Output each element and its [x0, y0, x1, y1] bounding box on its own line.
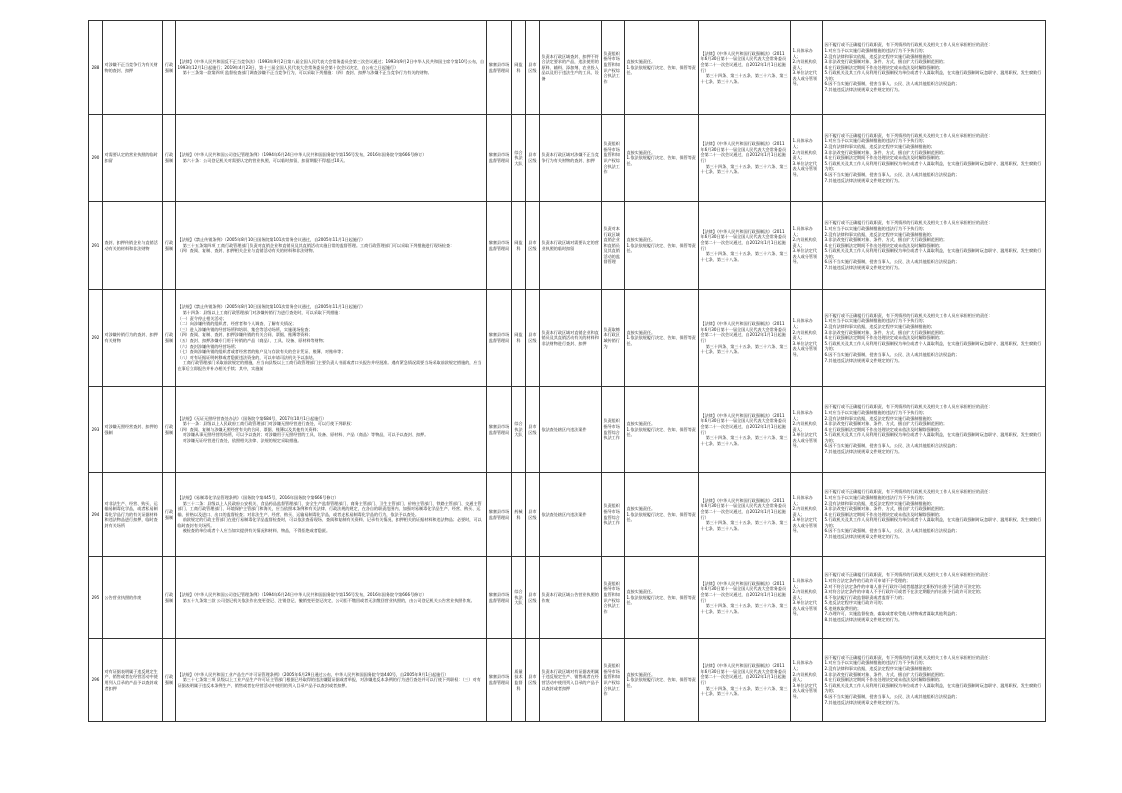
power-item-name-cell: 对涉嫌传销行为的查封、扣押有关财物 — [103, 290, 163, 387]
accountability-circumstances-cell: 因不履行或不正确履行行政职责，有下列情形的行政机关及相关工作人员应承担相应的责任： 1.对符合法定条件的行政许可申请不予受理的； 2.对不符合法定条件的申请人准予行政许可或者超越法定职权作出准予行政许可决定的； 3.对符合法定条件的申请人不予行政许可或者不在法定期限内作出准予行政许可决定的； 4.不依法履行行政监督职责或者监督不力的； 5.违反法定程序实施行政许可的； 6.违规收取费用的； 7.办理许可、实施监督检查，索取或者收受他人财物或者谋取其他利益的； 8.其他违反法律法规规章文件规定的行为。 — [823, 557, 1046, 639]
responsible-subjects-cell: 1.具体承办人； 2.内设机构负责人； 3.单位法定代表人或分管领导。 — [791, 202, 823, 290]
responsible-dept-cell: 网监科 — [512, 21, 526, 115]
implementing-org-cell: 黎寨县市场监督管理局 — [487, 639, 512, 722]
exercise-level-cell: 县市区级 — [526, 473, 540, 557]
exercise-scope-cell: 负责本行政区域对需要认定的营业执照的临时扣留 — [540, 202, 602, 290]
exercise-scope-cell: 依法查处辖区内违法案件 — [540, 473, 602, 557]
exercise-level-cell: 县市区级 — [526, 202, 540, 290]
accountability-circumstances-cell: 因不履行或不正确履行行政职责，有下列情形的行政机关及相关工作人员应承担相应的责任： 1.对应当予以实施行政强制措施的违法行为不予执行的； 2.没有法律和事实依据，违反法定程序实施行政强制措施的； 3.非法改变行政强制对象、条件、方式、擅自扩大行政强制范围的； 4.在行政强制法定期间不作出处理决定或未依法及时解除强制的； 5.行政机关及其工作人员利用行政强制权为单位或者个人谋取利益，在实施行政强制时玩忽职守、滥用职权、发生腐败行为的； 6.因不当实施行政强制，侵害当事人、公民、法人或其他组织合法权益的； 7.其他违反法律法规规章文件规定的行为。 — [823, 387, 1046, 473]
accountability-circumstances-cell: 因不履行或不正确履行行政职责，有下列情形的行政机关及相关工作人员应承担相应的责任： 1.对应当予以实施行政强制措施的违法行为不予执行的； 2.没有法律和事实依据，违反法定程序实施行政强制措施的； 3.非法改变行政强制对象、条件、方式、擅自扩大行政强制范围的； 4.在行政强制法定期间不作出处理决定或未依法及时解除强制的； 5.行政机关及其工作人员利用行政强制权为单位或者个人谋取利益，在实施行政强制时玩忽职守、滥用职权、发生腐败行为的； 6.因不当实施行政强制，侵害当事人、公民、法人或其他组织合法权益的； 7.其他违反法律法规规章文件规定的行为。 — [823, 639, 1046, 722]
exercise-level-cell: 县市区级 — [526, 290, 540, 387]
responsible-subjects-cell: 1.具体承办人； 2.内设机构负责人； 3.单位法定代表人或分管领导。 — [791, 387, 823, 473]
power-list-table — [88, 20, 1046, 722]
accountability-basis-cell: 【法律】《中华人民共和国行政强制法》（2011年6月30日第十一届全国人民代表大会常务委员会第二十一次会议通过，自2012年1月1日起施行） 第三十四条、第三十五条、第三十六条、第三十七条、第三十八条。 — [699, 202, 791, 290]
accountability-circumstances-cell: 因不履行或不正确履行行政职责，有下列情形的行政机关及相关工作人员应承担相应的责任： 1.对应当予以实施行政强制措施的违法行为不予执行的； 2.没有法律和事实依据，违反法定程序实施行政强制措施的； 3.非法改变行政强制对象、条件、方式、擅自扩大行政强制范围的； 4.在行政强制法定期间不作出处理决定或未依法及时解除强制的； 5.行政机关及其工作人员利用行政强制权为单位或者个人谋取利益，在实施行政强制时玩忽职守、滥用职权、发生腐败行为的； 6.因不当实施行政强制，侵害当事人、公民、法人或其他组织合法权益的； 7.其他违反法律法规规章文件规定的行为。 — [823, 21, 1046, 115]
responsible-dept-cell: 质量技术监督科 — [512, 639, 526, 722]
power-type-cell: 行政强制 — [163, 202, 176, 290]
responsible-dept-cell: 网监科 — [512, 290, 526, 387]
responsibility-items-cell: 直接实施责任。 1.依法依规履行决定、告知、保管等责任。 — [625, 202, 699, 290]
legal-basis-cell: 【法规】《中华人民共和国公司登记管理条例》（1994年6月24日中华人民共和国国务院令第156号发布，2016年国务院令第666号修订） 第五十九条第三款 公司登记机关依法作出变更登记、注销登记、撤销变更登记决定，公司拒不缴回或者无法缴回营业执照的，由公司登记机关公告营业执照作废。 — [176, 557, 487, 639]
power-item-name-cell: 对涉嫌不正当竞争行为有关财物的查封、扣押 — [103, 21, 163, 115]
dept-duty-cell: 负责组织指导市场监管和知识产权综合执法工作 — [602, 21, 625, 115]
table-row — [89, 387, 1046, 473]
responsible-dept-cell: 综合执法大队 — [512, 557, 526, 639]
responsible-dept-cell: 综合执法大队 — [512, 115, 526, 202]
exercise-level-cell: 县市区级 — [526, 21, 540, 115]
power-item-name-cell: 对非法生产、经营、购买、运输易制毒化学品，或者私易制毒化学品行为的有关证据材料和违法物品进行扣押，临时查封有关场所 — [103, 473, 163, 557]
accountability-basis-cell: 【法律】《中华人民共和国行政强制法》（2011年6月30日第十一届全国人民代表大会常务委员会第二十一次会议通过，自2012年1月1日起施行） 第三十四条、第三十五条、第三十六条、第三十七条、第三十八条。 — [699, 21, 791, 115]
power-type-cell: 行政强制 — [163, 115, 176, 202]
accountability-basis-cell: 【法律】《中华人民共和国行政强制法》（2011年6月30日第十一届全国人民代表大会常务委员会第二十一次会议通过，自2012年1月1日起施行） 第三十四条、第三十五条、第三十六条、第三十七条、第三十八条。 — [699, 557, 791, 639]
exercise-scope-cell: 负责本行政区域对有证据表明属于违反规定生产、销售或者在经营活动中使用列入目录的产品予以查封或者扣押 — [540, 639, 602, 722]
power-type-cell: 行政强制 — [163, 557, 176, 639]
responsibility-items-cell: 直接实施责任。 1.依法依规履行决定、告知、保管等责任。 — [625, 290, 699, 387]
table-row — [89, 557, 1046, 639]
power-item-name-cell: 查封、扣押传销企业与直销活动有关的材料和非法财物 — [103, 202, 163, 290]
legal-basis-cell: 【法规】《无证无照经营查处办法》（国务院令第684号，2017年10月1日起施行） 第十一条：县级以上人民政府工商行政管理部门对涉嫌无照经营进行查处，可以行使下列职权： （四）查阅、复制与涉嫌无照经营有关的合同、票据、账簿以及其他有关资料； 对涉嫌从事无照经营的场所，可以予以查封；对涉嫌用于无照经营的工具、设备、原材料、产品（商品）等物品，可以予以查封、扣押。 对涉嫌无证经营进行查处，依照相关法律、法规的规定采取措施。 — [176, 387, 487, 473]
legal-basis-cell: 【法规】《禁止传销条例》（2005年8月10日国务院第101次常务会议通过，自2005年11月1日起施行） 第十四条：县级以上工商行政管理部门对涉嫌传销行为进行查处时，可以采取下列措施： （一）责令停止相关活动； （二）向涉嫌传销的组织者、经营者和个人调查、了解有关情况； （三）进入涉嫌传销的经营场所和培训、集会等活动场所，实施现场检查； （四）查阅、复制、查封、扣押涉嫌传销的有关合同、票据、账簿等资料； （五）查封、扣押涉嫌专门用于传销的产品（商品）、工具、设备、原材料等财物； （六）查封涉嫌传销的经营场所； （七）查询涉嫌传销的组织者或者经营者的账户及与存款有关的会计凭证、账簿、对账单等； （八）对有证据证明转移或者隐匿违法资金的，可以申请司法机关予以冻结。 工商行政管理部门采取前款规定的措施，应当向县级以上工商行政管理部门主要负责人书面或者口头报告并经批准。遇有紧急情况需要当场采取前款规定措施的，应当在事后立即报告并补办相关手续；其中，实施前 — [176, 290, 487, 387]
power-type-cell: 行政强制 — [163, 387, 176, 473]
accountability-circumstances-cell: 因不履行或不正确履行行政职责，有下列情形的行政机关及相关工作人员应承担相应的责任： 1.对应当予以实施行政强制措施的违法行为不予执行的； 2.没有法律和事实依据，违反法定程序实施行政强制措施的； 3.非法改变行政强制对象、条件、方式、擅自扩大行政强制范围的； 4.在行政强制法定期间不作出处理决定或未依法及时解除强制的； 5.行政机关及其工作人员利用行政强制权为单位或者个人谋取利益，在实施行政强制时玩忽职守、滥用职权、发生腐败行为的； 6.因不当实施行政强制，侵害当事人、公民、法人或其他组织合法权益的； 7.其他违反法律法规规章文件规定的行为。 — [823, 115, 1046, 202]
accountability-circumstances-cell: 因不履行或不正确履行行政职责，有下列情形的行政机关及相关工作人员应承担相应的责任： 1.对应当予以实施行政强制措施的违法行为不予执行的； 2.没有法律和事实依据，违反法定程序实施行政强制措施的； 3.非法改变行政强制对象、条件、方式、擅自扩大行政强制范围的； 4.在行政强制法定期间不作出处理决定或未依法及时解除强制的； 5.行政机关及其工作人员利用行政强制权为单位或者个人谋取利益，在实施行政强制时玩忽职守、滥用职权、发生腐败行为的； 6.因不当实施行政强制，侵害当事人、公民、法人或其他组织合法权益的； 7.其他违反法律法规规章文件规定的行为。 — [823, 202, 1046, 290]
table-row — [89, 21, 1046, 115]
table-row — [89, 639, 1046, 722]
responsibility-items-cell: 直接实施责任。 1.依法依规履行决定、告知、保管等责任。 — [625, 115, 699, 202]
accountability-circumstances-cell: 因不履行或不正确履行行政职责，有下列情形的行政机关及相关工作人员应承担相应的责任： 1.对应当予以实施行政强制措施的违法行为不予执行的； 2.没有法律和事实依据，违反法定程序实施行政强制措施的； 3.非法改变行政强制对象、条件、方式、擅自扩大行政强制范围的； 4.在行政强制法定期间不作出处理决定或未依法及时解除强制的； 5.行政机关及其工作人员利用行政强制权为单位或者个人谋取利益，在实施行政强制时玩忽职守、滥用职权、发生腐败行为的； 6.因不当实施行政强制，侵害当事人、公民、法人或其他组织合法权益的； 7.其他违反法律法规规章文件规定的行为。 — [823, 473, 1046, 557]
legal-basis-cell: 【法规】《易制毒化学品管理条例》（国务院令第445号，2016年国务院令第666号修订） 第三十二条：县级以上人民政府公安机关、食品药品监督管理部门、安全生产监督管理部门、商务主管部门、卫生主管部门、价格主管部门、铁路主管部门、交通主管部门、工商行政管理部门、环境保护主管部门和海关，应当依照本条例和有关法律、行政法规的规定，在各自的职责范围内，加强对易制毒化学品生产、经营、购买、运输、价格以及进口、出口的监督检查；对非法生产、经营、购买、运输易制毒化学品，或者走私易制毒化学品的行为，依法予以查处。 前款规定的行政主管部门在进行易制毒化学品监督检查时，可以依法查看现场、查阅和复制有关资料、记录有关情况、扣押相关的证据材料和违法物品；必要时，可以临时查封有关场所。 被检查的单位或者个人应当如实提供有关情况和材料、物品，不得拒绝或者隐匿。 — [176, 473, 487, 557]
responsibility-items-cell: 直接实施责任。 1.依法依规履行决定、告知、保管等责任。 — [625, 387, 699, 473]
accountability-basis-cell: 【法律】《中华人民共和国行政强制法》（2011年6月30日第十一届全国人民代表大会常务委员会第二十一次会议通过，自2012年1月1日起施行） 第三十四条、第三十五条、第三十六条、第三十七条、第三十八条。 — [699, 290, 791, 387]
row-number-cell: 296 — [89, 639, 103, 722]
responsible-subjects-cell: 1.具体承办人； 2.内设机构负责人； 3.单位法定代表人或分管领导。 — [791, 473, 823, 557]
dept-duty-cell: 负责组织指导市场监管综合执法工作 — [602, 473, 625, 557]
power-item-name-cell: 对需要认定的营业执照的临时扣留 — [103, 115, 163, 202]
exercise-level-cell: 县市区级 — [526, 115, 540, 202]
table-row — [89, 473, 1046, 557]
dept-duty-cell: 负责组织指导市场监管和知识产权综合执法工作 — [602, 115, 625, 202]
responsibility-items-cell: 直接实施责任。 1.依法依规履行决定、告知、保管等责任。 — [625, 639, 699, 722]
dept-duty-cell: 负责对本行政区域直销企业和直销员及其直销活动的监督管理 — [602, 202, 625, 290]
power-type-cell: 行政强制 — [163, 473, 176, 557]
power-item-name-cell: 公告营业执照的作废 — [103, 557, 163, 639]
row-number-cell: 288 — [89, 21, 103, 115]
exercise-scope-cell: 负责本行政区域查封、扣押不符合法定要求的产品，违法使用的原料、辅料、添加剂、农业投入品以及用于违法生产的工具、设备 — [540, 21, 602, 115]
exercise-scope-cell: 负责本行政区域对直销企业和直销员及其直销活动有关的材料和非法财物进行查封、扣押 — [540, 290, 602, 387]
responsible-subjects-cell: 1.具体承办人； 2.内设机构负责人； 3.单位法定代表人或分管领导。 — [791, 290, 823, 387]
row-number-cell: 290 — [89, 115, 103, 202]
accountability-basis-cell: 【法律】《中华人民共和国行政强制法》（2011年6月30日第十一届全国人民代表大会常务委员会第二十一次会议通过，自2012年1月1日起施行） 第三十四条、第三十五条、第三十六条、第三十七条、第三十八条。 — [699, 473, 791, 557]
responsibility-items-cell: 直接实施责任。 1.依法依规履行决定、告知、保管等责任。 — [625, 21, 699, 115]
row-number-cell: 295 — [89, 557, 103, 639]
accountability-basis-cell: 【法律】《中华人民共和国行政强制法》（2011年6月30日第十一届全国人民代表大会常务委员会第二十一次会议通过，自2012年1月1日起施行） 第三十四条、第三十五条、第三十六条、第三十七条、第三十八条。 — [699, 387, 791, 473]
responsibility-items-cell: 直接实施责任。 1.依法依规履行决定、告知、保管等责任。 — [625, 557, 699, 639]
exercise-level-cell: 县市区级 — [526, 557, 540, 639]
row-number-cell: 294 — [89, 473, 103, 557]
responsible-subjects-cell: 1.具体承办人； 2.内设机构负责人； 3.单位法定代表人或分管领导。 — [791, 115, 823, 202]
table-row — [89, 202, 1046, 290]
accountability-circumstances-cell: 因不履行或不正确履行行政职责，有下列情形的行政机关及相关工作人员应承担相应的责任： 1.对应当予以实施行政强制措施的违法行为不予执行的； 2.没有法律和事实依据，违反法定程序实施行政强制措施的； 3.非法改变行政强制对象、条件、方式、擅自扩大行政强制范围的； 4.在行政强制法定期间不作出处理决定或未依法及时解除强制的； 5.行政机关及其工作人员利用行政强制权为单位或者个人谋取利益，在实施行政强制时玩忽职守、滥用职权、发生腐败行为的； 6.因不当实施行政强制，侵害当事人、公民、法人或其他组织合法权益的； 7.其他违反法律法规规章文件规定的行为。 — [823, 290, 1046, 387]
row-number-cell: 292 — [89, 290, 103, 387]
responsible-subjects-cell: 1.具体承办人； 2.内设机构负责人； 3.单位法定代表人或分管领导。 — [791, 557, 823, 639]
power-type-cell: 行政强制 — [163, 290, 176, 387]
implementing-org-cell: 黎寨县市场监督管理局 — [487, 473, 512, 557]
power-list-sheet — [88, 20, 1045, 766]
implementing-org-cell: 黎寨县市场监督管理局 — [487, 21, 512, 115]
exercise-scope-cell: 依法查处辖区内违法案件 — [540, 387, 602, 473]
power-item-name-cell: 对涉嫌无照经营查封、扣押的强制 — [103, 387, 163, 473]
responsible-dept-cell: 综合执法大队 — [512, 387, 526, 473]
exercise-level-cell: 县市区级 — [526, 639, 540, 722]
responsible-dept-cell: 网监科 — [512, 202, 526, 290]
legal-basis-cell: 【法规】《禁止传销条例》（2005年8月10日国务院第101次常务会议通过，自2005年11月1日起施行） 第三十五条第四项 工商行政管理部门负责对直销企业和直销员及其直销活动实施日常的监督管理。工商行政管理部门可以采取下列措施进行现场检查： （四）查阅、复制、查封、扣押相关企业与直销活动有关的材料和非法财物。 — [176, 202, 487, 290]
table-row — [89, 115, 1046, 202]
responsible-subjects-cell: 1.具体承办人； 2.内设机构负责人； 3.单位法定代表人或分管领导。 — [791, 21, 823, 115]
responsibility-items-cell: 直接实施责任。 1.依法依规履行决定、告知、保管等责任。 — [625, 473, 699, 557]
dept-duty-cell: 负责取缔本行政区域传销行为 — [602, 290, 625, 387]
power-item-name-cell: 对有证据表明属于违反规定生产、销售或者在经营活动中使用列入目录的产品予以查封或者扣押 — [103, 639, 163, 722]
legal-basis-cell: 【法规】《中华人民共和国工业产品生产许可证管理条例》（2005年6月29日通过公布，中华人民共和国国务院令第440号，自2005年9月1日起施行） 第三十七条第三项 县级以上工业产品生产许可证主管部门根据已经取得的违法嫌疑证据或者举报，对涉嫌违反本条例的行为进行查处并可以行使下列职权：（三）对有证据表明属于违反本条例生产、销售或者在经营活动中使用的列入目录产品予以查封或者扣押。 — [176, 639, 487, 722]
implementing-org-cell: 黎寨县市场监督管理局 — [487, 557, 512, 639]
exercise-scope-cell: 负责本行政区域对涉嫌不正当竞争行为有关财物的查封、扣押 — [540, 115, 602, 202]
responsible-subjects-cell: 1.具体承办人； 2.内设机构负责人； 3.单位法定代表人或分管领导。 — [791, 639, 823, 722]
implementing-org-cell: 黎寨县市场监督管理局 — [487, 387, 512, 473]
dept-duty-cell: 负责组织指导市场监管和知识产权综合执法工作 — [602, 557, 625, 639]
responsible-dept-cell: 药械科 — [512, 473, 526, 557]
implementing-org-cell: 黎寨县市场监督管理局 — [487, 202, 512, 290]
table-body — [89, 21, 1046, 722]
legal-basis-cell: 【法律】《中华人民共和国反不正当竞争法》（1993年9月2日第八届全国人民代表大会常务委员会第三次会议通过；1993年9月2日中华人民共和国主席令第10号公布，自1993年12月1日起施行；2019年4月23日，第十三届全国人民代表大会常务委员会第十次会议决定，自公布之日起施行） 第十三条第一款第四项 监督检查部门调查涉嫌不正当竞争行为，可以采取下列措施：（四）查封、扣押与涉嫌不正当竞争行为有关的财物。 — [176, 21, 487, 115]
power-type-cell: 行政强制 — [163, 21, 176, 115]
dept-duty-cell: 负责组织指导市场监管综合执法工作 — [602, 387, 625, 473]
table-row — [89, 290, 1046, 387]
legal-basis-cell: 【法规】《中华人民共和国公司登记管理条例》（1994年6月24日中华人民共和国国务院令第156号发布，2016年国务院令第666号修订） 第六十条：公司登记机关对需要认定的营业执照，可以临时扣留，扣留期限不得超过10天。 — [176, 115, 487, 202]
exercise-level-cell: 县市区级 — [526, 387, 540, 473]
row-number-cell: 291 — [89, 202, 103, 290]
accountability-basis-cell: 【法律】《中华人民共和国行政强制法》（2011年6月30日第十一届全国人民代表大会常务委员会第二十一次会议通过，自2012年1月1日起施行） 第三十四条、第三十五条、第三十六条、第三十七条、第三十八条。 — [699, 639, 791, 722]
dept-duty-cell: 负责组织指导市场监管和知识产权综合执法工作 — [602, 639, 625, 722]
exercise-scope-cell: 负责本行政区域公告营业执照的作废 — [540, 557, 602, 639]
row-number-cell: 293 — [89, 387, 103, 473]
accountability-basis-cell: 【法律】《中华人民共和国行政强制法》（2011年6月30日第十一届全国人民代表大会常务委员会第二十一次会议通过，自2012年1月1日起施行） 第三十四条、第三十五条、第三十六条、第三十七条、第三十八条。 — [699, 115, 791, 202]
implementing-org-cell: 黎寨县市场监督管理局 — [487, 115, 512, 202]
implementing-org-cell: 黎寨县市场监督管理局 — [487, 290, 512, 387]
power-type-cell: 行政强制 — [163, 639, 176, 722]
